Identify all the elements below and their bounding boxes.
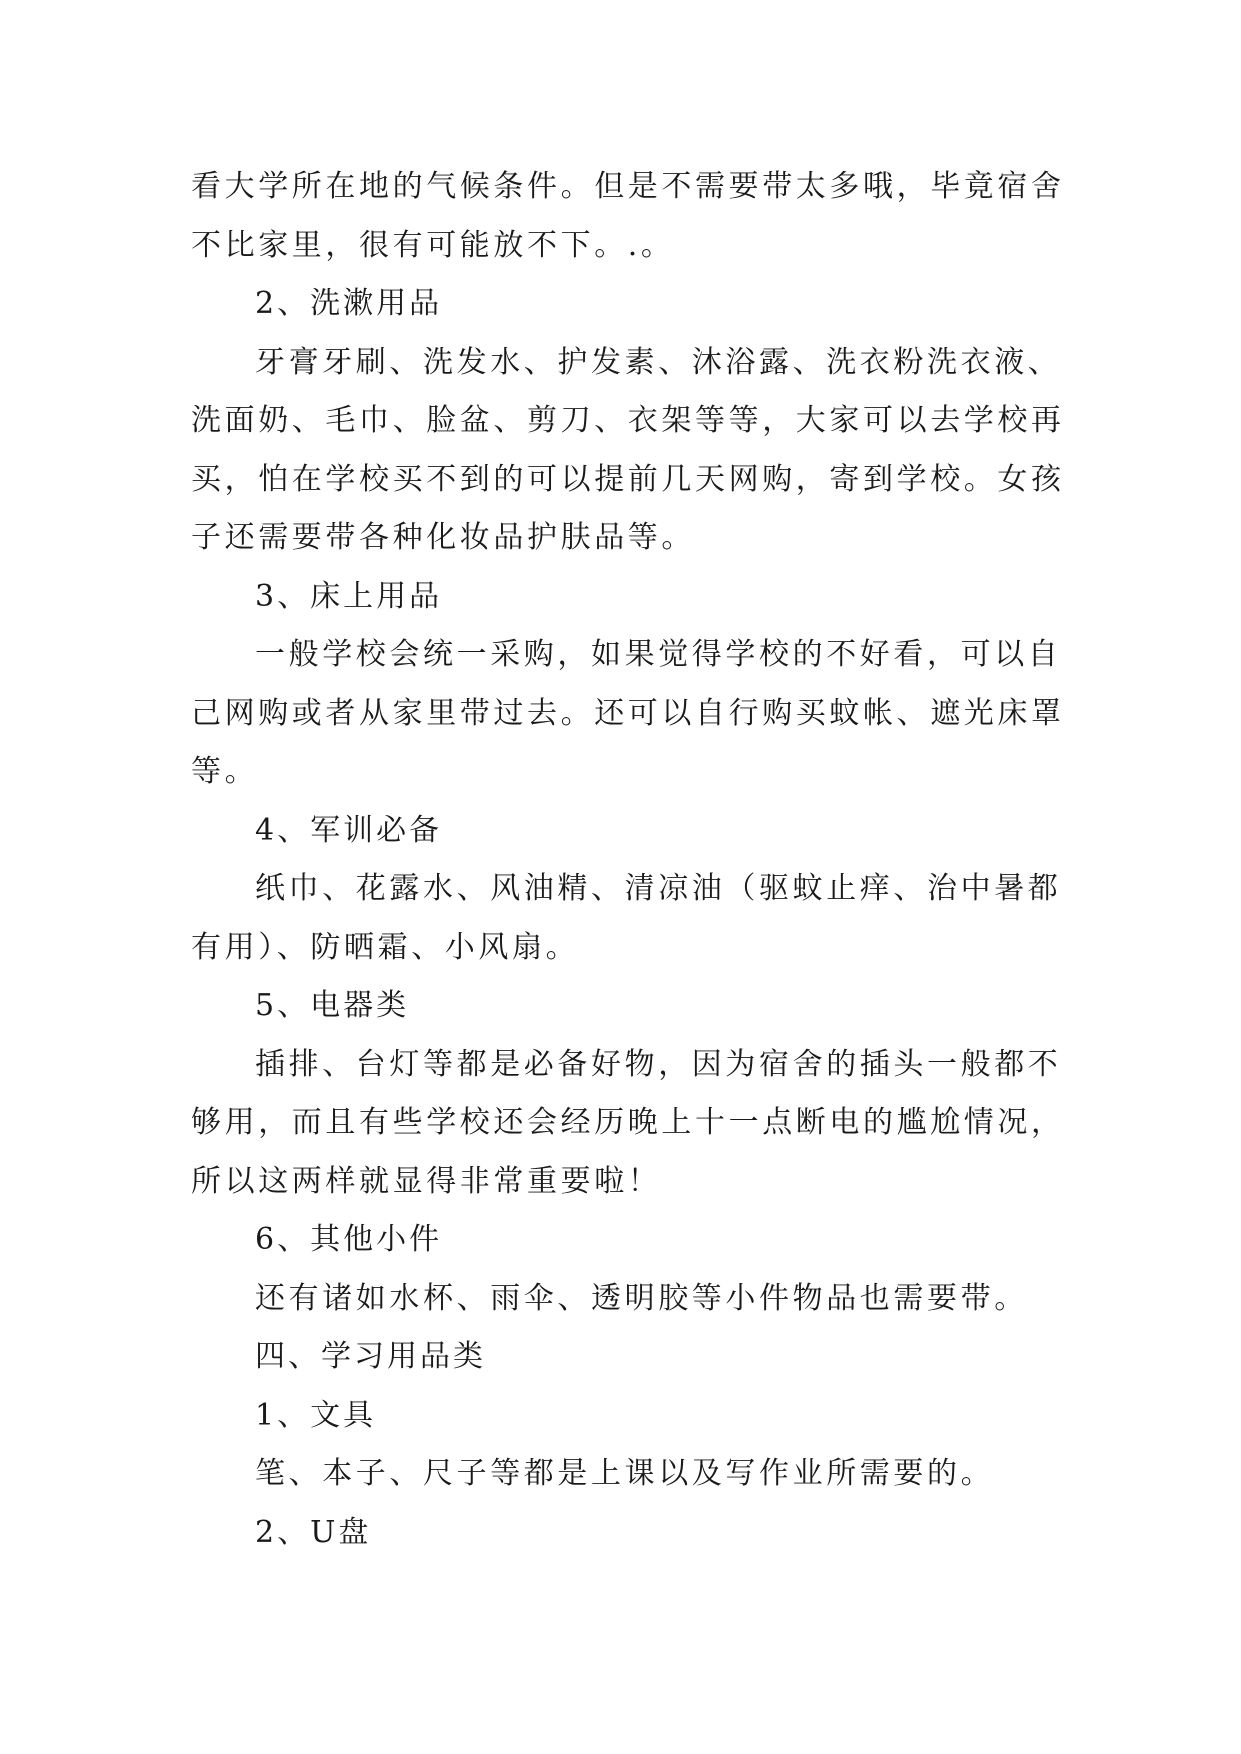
paragraph-line: 还有诸如水杯、雨伞、透明胶等小件物品也需要带。	[255, 1280, 1028, 1316]
section-heading: 四、学习用品类	[255, 1339, 486, 1374]
paragraph-line: 够用，而且有些学校还会经历晚上十一点断电的尴尬情况，	[191, 1105, 1065, 1140]
section-heading: 1、文具	[255, 1397, 377, 1433]
paragraph-line: 所以这两样就显得非常重要啦！	[191, 1163, 662, 1199]
paragraph-line: 纸巾、花露水、风油精、清凉油（驱蚊止痒、治中暑都	[255, 871, 1062, 906]
section-heading: 2、U盘	[255, 1514, 372, 1550]
paragraph-line: 不比家里，很有可能放不下。.。	[191, 227, 675, 263]
paragraph-line: 子还需要带各种化妆品护肤品等。	[191, 520, 695, 555]
paragraph-line: 牙膏牙刷、洗发水、护发素、沐浴露、洗衣粉洗衣液、	[255, 344, 1062, 380]
section-heading: 5、电器类	[255, 988, 410, 1023]
document-body	[191, 158, 1071, 1562]
paragraph-line: 看大学所在地的气候条件。但是不需要带太多哦，毕竟宿舍	[191, 169, 1065, 204]
paragraph-line: 有用）、防晒霜、小风扇。	[191, 929, 580, 965]
paragraph-line: 买，怕在学校买不到的可以提前几天网购，寄到学校。女孩	[191, 461, 1065, 497]
paragraph-line: 等。	[191, 754, 259, 789]
section-heading: 3、床上用品	[255, 578, 443, 614]
section-heading: 4、军训必备	[255, 812, 443, 848]
paragraph-line: 一般学校会统一采购，如果觉得学校的不好看，可以自	[255, 637, 1062, 672]
paragraph-line: 笔、本子、尺子等都是上课以及写作业所需要的。	[255, 1456, 995, 1491]
section-heading: 6、其他小件	[255, 1222, 443, 1257]
paragraph-line: 插排、台灯等都是必备好物，因为宿舍的插头一般都不	[255, 1046, 1062, 1082]
section-heading: 2、洗漱用品	[255, 286, 443, 321]
paragraph-line: 洗面奶、毛巾、脸盆、剪刀、衣架等等，大家可以去学校再	[191, 403, 1065, 438]
paragraph-line: 己网购或者从家里带过去。还可以自行购买蚊帐、遮光床罩	[191, 695, 1065, 731]
